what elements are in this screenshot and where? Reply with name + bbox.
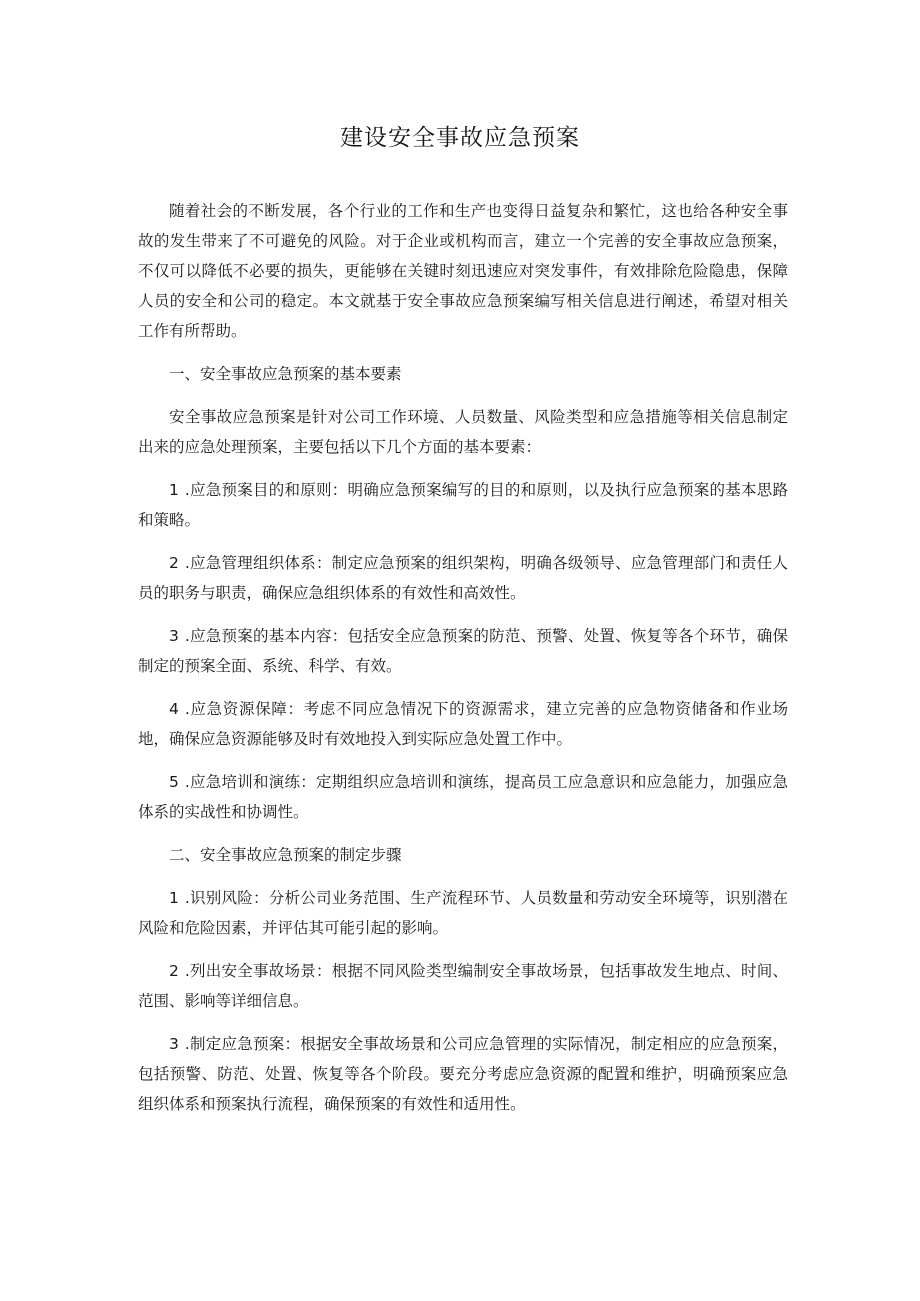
item-text: .识别风险：分析公司业务范围、生产流程环节、人员数量和劳动安全环境等，识别潜在风险和危险因素，并评估其可能引起的影响。 bbox=[138, 889, 788, 937]
section1-item bbox=[138, 694, 788, 754]
section1-item bbox=[138, 548, 788, 608]
item-number: 4 bbox=[169, 700, 179, 718]
item-text: .制定应急预案：根据安全事故场景和公司应急管理的实际情况，制定相应的应急预案，包括预警、防范、处置、恢复等各个阶段。要充分考虑应急资源的配置和维护，明确预案应急组织体系和预案执行流程，确保预案的有效性和适用性。 bbox=[138, 1035, 788, 1113]
item-text: .应急资源保障：考虑不同应急情况下的资源需求，建立完善的应急物资储备和作业场地，确保应急资源能够及时有效地投入到实际应急处置工作中。 bbox=[138, 700, 788, 748]
item-text: .应急培训和演练：定期组织应急培训和演练，提高员工应急意识和应急能力，加强应急体系的实战性和协调性。 bbox=[138, 773, 788, 821]
item-number: 3 bbox=[169, 1035, 179, 1053]
section2-item bbox=[138, 1029, 788, 1119]
item-number: 2 bbox=[169, 554, 179, 572]
item-text: .应急预案的基本内容：包括安全应急预案的防范、预警、处置、恢复等各个环节，确保制定的预案全面、系统、科学、有效。 bbox=[138, 627, 788, 675]
section1-item bbox=[138, 767, 788, 827]
item-text: .应急预案目的和原则：明确应急预案编写的目的和原则，以及执行应急预案的基本思路和策略。 bbox=[138, 481, 788, 529]
item-text: .应急管理组织体系：制定应急预案的组织架构，明确各级领导、应急管理部门和责任人员的职务与职责，确保应急组织体系的有效性和高效性。 bbox=[138, 554, 788, 602]
page-title: 建设安全事故应急预案 bbox=[340, 125, 580, 151]
section1-lead: 安全事故应急预案是针对公司工作环境、人员数量、风险类型和应急措施等相关信息制定出来的应急处理预案，主要包括以下几个方面的基本要素： bbox=[138, 408, 788, 456]
section2-item bbox=[138, 883, 788, 943]
section2-item bbox=[138, 956, 788, 1016]
section1-item bbox=[138, 475, 788, 535]
item-text: .列出安全事故场景：根据不同风险类型编制安全事故场景，包括事故发生地点、时间、范围、影响等详细信息。 bbox=[138, 962, 788, 1010]
section1-heading: 一、安全事故应急预案的基本要素 bbox=[169, 365, 402, 383]
item-number: 5 bbox=[169, 773, 179, 791]
item-number: 2 bbox=[169, 962, 179, 980]
intro-paragraph: 随着社会的不断发展，各个行业的工作和生产也变得日益复杂和繁忙，这也给各种安全事故的发生带来了不可避免的风险。对于企业或机构而言，建立一个完善的安全事故应急预案，不仅可以降低不必要的损失，更能够在关键时刻迅速应对突发事件，有效排除危险隐患，保障人员的安全和公司的稳定。本文就基于安全事故应急预案编写相关信息进行阐述，希望对相关工作有所帮助。 bbox=[138, 202, 788, 340]
section2-heading: 二、安全事故应急预案的制定步骤 bbox=[169, 846, 402, 864]
document-body bbox=[138, 196, 788, 1132]
section1-item bbox=[138, 621, 788, 681]
item-number: 1 bbox=[169, 889, 179, 907]
item-number: 1 bbox=[169, 481, 179, 499]
item-number: 3 bbox=[169, 627, 179, 645]
